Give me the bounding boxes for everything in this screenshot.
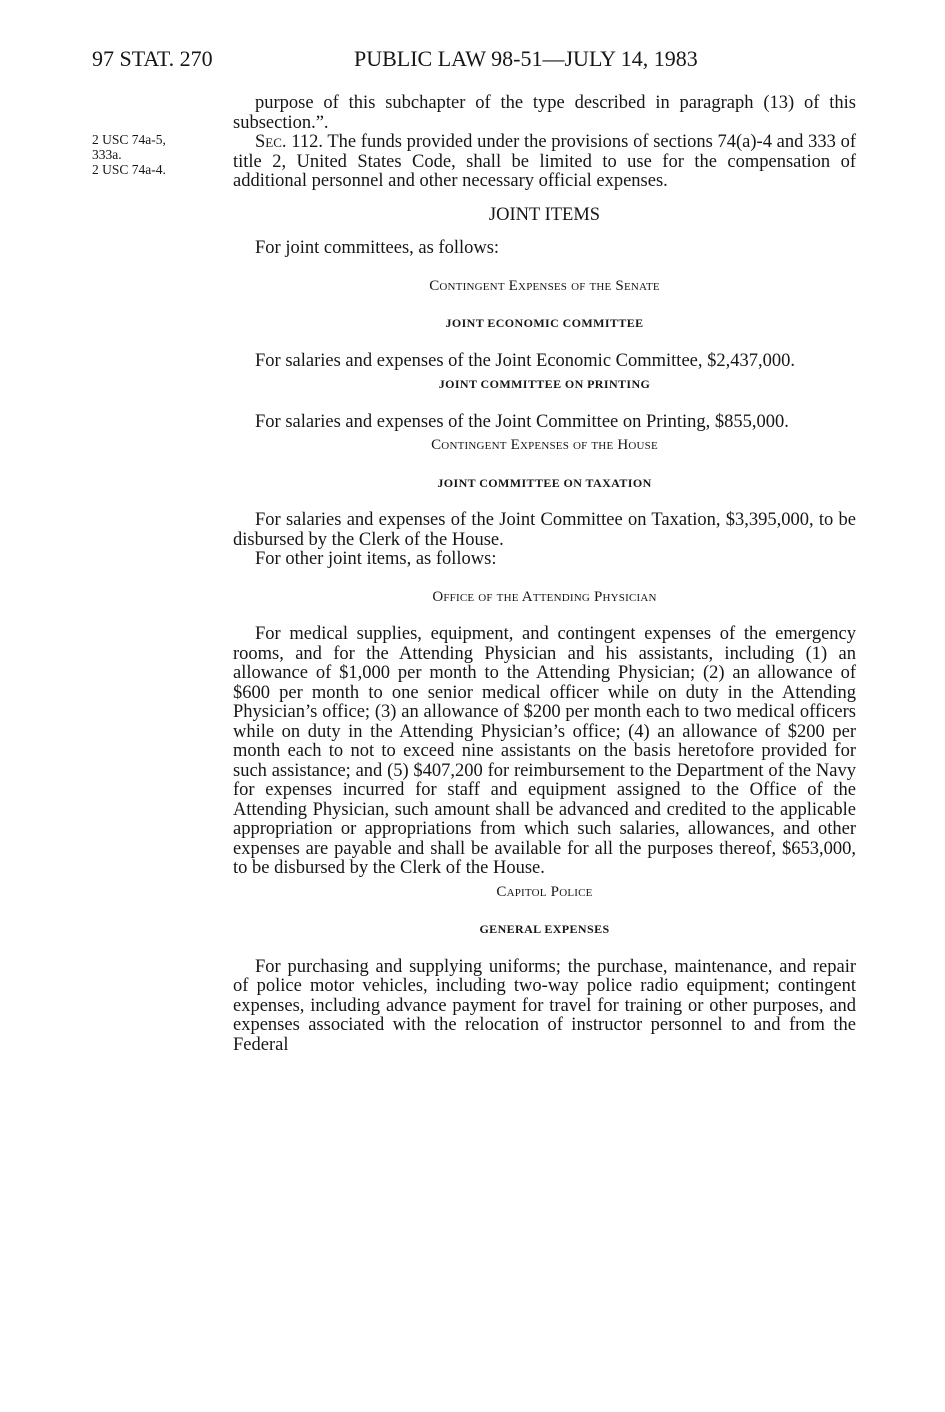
para-joint-committees: For joint committees, as follows: (255, 238, 500, 258)
section-112 (233, 133, 856, 192)
margin-note: 333a. (92, 147, 122, 162)
heading-capitol-police (233, 883, 856, 903)
heading-capitol-police-text: Capitol Police (496, 883, 593, 900)
heading-joint-taxation: JOINT COMMITTEE ON TAXATION (437, 475, 652, 490)
para-general-expenses: For purchasing and supplying uniforms; the purchase, maintenance, and repair of police motor vehicles, including two-way police radio equipment; contingent expenses, including advance payment for travel for training or other purposes, and expenses associated with the relocation of instructor personnel to and from the Federal (233, 956, 856, 1055)
heading-contingent-senate (233, 277, 856, 297)
para-joint-printing: For salaries and expenses of the Joint Committee on Printing, $855,000. (255, 411, 789, 432)
para-attending-physician: For medical supplies, equipment, and contingent expenses of the emergency rooms, and for the Attending Physician and his assistants, including (1) an allowance of $1,000 per month to the Attending Physician; (2) an allowance of $600 per month to one senior medical officer while on duty in the Attending Physician’s office; (3) an allowance of $200 per month each to two medical officers while on duty in the Attending Physician’s office; (4) an allowance of $200 per month each to not to exceed nine assistants on the basis heretofore provided for such assistance; and (5) $407,200 for reimbursement to the Department of the Navy for expenses incurred for staff and equipment assigned to the Office of the Attending Physician, such amount shall be advanced and credited to the applicable appropriation or appropriations from which such salaries, allowances, and other expenses are payable and shall be available for all the purposes thereof, $653,000, to be disbursed by the Clerk of the House. (233, 624, 856, 878)
section-label: Sec. (255, 132, 287, 152)
para-joint-economic: For salaries and expenses of the Joint Economic Committee, $2,437,000. (255, 350, 795, 371)
para-other-joint: For other joint items, as follows: (255, 549, 497, 569)
para-joint-taxation: For salaries and expenses of the Joint Committee on Taxation, $3,395,000, to be disbursed by the Clerk of the House. (233, 510, 856, 550)
heading-contingent-senate-text: Contingent Expenses of the Senate (429, 277, 660, 294)
stat-citation: 97 STAT. 270 (92, 46, 213, 71)
heading-general-expenses: GENERAL EXPENSES (479, 922, 610, 936)
section-112-text: 112. The funds provided under the provisions of sections 74(a)-4 and 333 of title 2, United States Code, shall be limited to use for the compensation of additional personnel and other necessary official expenses. (233, 132, 856, 191)
margin-note: 2 USC 74a-4. (92, 162, 166, 177)
heading-attending-physician (233, 588, 856, 608)
heading-contingent-house (233, 436, 856, 456)
page-header (0, 46, 945, 78)
heading-joint-items: JOINT ITEMS (488, 204, 601, 225)
margin-note: 2 USC 74a-5, (92, 132, 166, 147)
public-law-title: PUBLIC LAW 98-51—JULY 14, 1983 (354, 46, 698, 71)
heading-contingent-house-text: Contingent Expenses of the House (431, 437, 658, 453)
main-text (233, 94, 856, 1055)
heading-joint-printing: JOINT COMMITTEE ON PRINTING (438, 377, 651, 391)
continued-paragraph: purpose of this subchapter of the type described in paragraph (13) of this subsection.”. (233, 93, 856, 133)
heading-joint-economic: JOINT ECONOMIC COMMITTEE (445, 316, 644, 330)
margin-notes (92, 132, 166, 177)
heading-attending-physician-text: Office of the Attending Physician (432, 588, 657, 605)
